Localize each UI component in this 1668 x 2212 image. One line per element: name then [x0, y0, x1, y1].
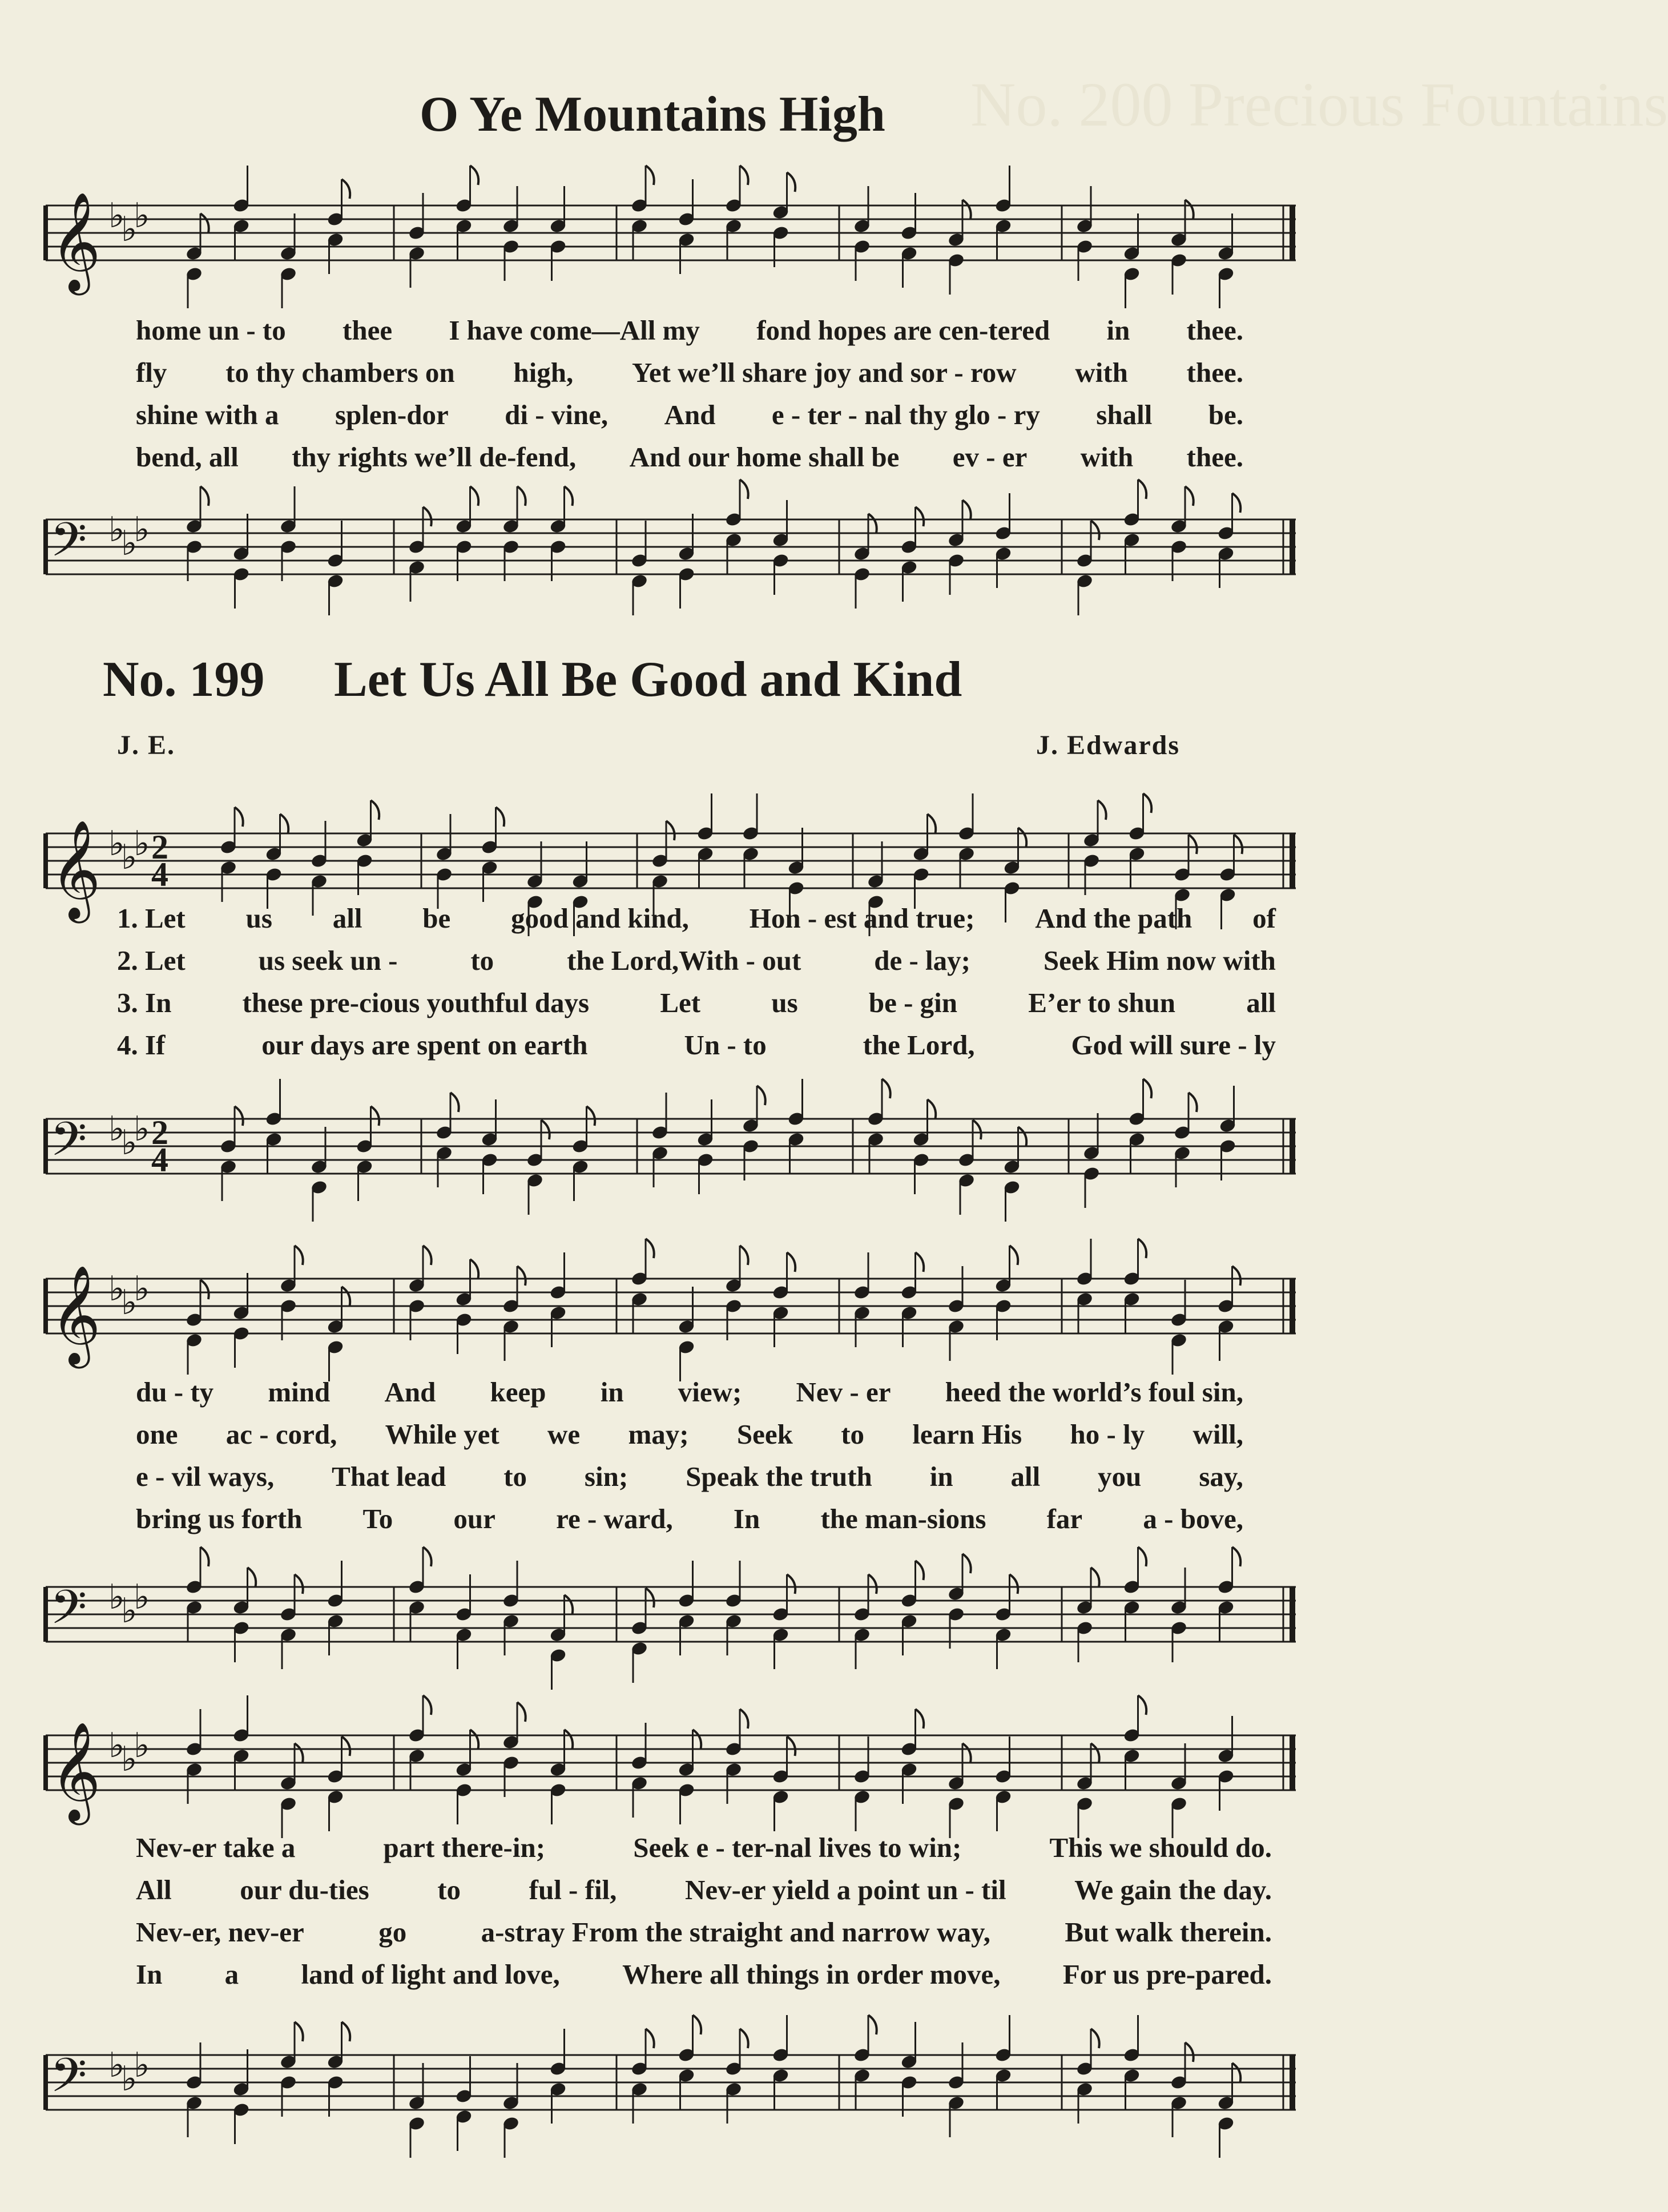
flat-icon: ♭ [134, 1577, 150, 1617]
note-flag [1188, 835, 1197, 854]
lyric-syllable: And [664, 399, 716, 430]
note-flag [1188, 1093, 1197, 1112]
lyric-syllable: go [378, 1916, 407, 1948]
lyric-syllable: heed the world’s foul sin, [945, 1376, 1243, 1408]
lyric-syllable: fond hopes are cen-tered [756, 315, 1050, 346]
note-flag [1185, 200, 1194, 219]
lyric-syllable: E’er to shun [1028, 987, 1176, 1018]
flat-icon: ♭ [121, 837, 138, 877]
note-flag [587, 1106, 595, 1126]
note-flag [1234, 835, 1243, 854]
note-flag [295, 2022, 303, 2041]
note-flag [868, 514, 877, 533]
lyric-syllable: keep [490, 1376, 546, 1408]
note-flag [342, 1287, 350, 1306]
lyric-syllable: land of light and love, [301, 1959, 560, 1990]
note-flag [962, 200, 971, 219]
lyric-syllable: Let [660, 987, 701, 1018]
hymn-number: No. 199 [103, 652, 265, 707]
lyric-syllable: This we should do. [1049, 1832, 1272, 1863]
note-flag [295, 1574, 303, 1594]
lyric-line [136, 398, 1243, 431]
lyric-line [136, 1502, 1243, 1535]
flat-icon: ♭ [108, 1577, 125, 1617]
note-flag [371, 1106, 380, 1126]
lyric-syllable: In [136, 1959, 163, 1990]
lyric-syllable: Yet we’ll share joy and sor - row [631, 357, 1017, 388]
note-flag [517, 486, 526, 506]
note-flag [342, 2022, 350, 2041]
note-flag [1232, 1547, 1241, 1566]
lyric-syllable: be. [1208, 399, 1243, 430]
flat-icon: ♭ [108, 1269, 125, 1309]
note-flag [517, 1266, 526, 1286]
note-flag [423, 507, 432, 526]
lyric-syllable: Hon - est and true; [749, 902, 975, 934]
flat-icon: ♭ [121, 2059, 138, 2099]
lyric-syllable: And [384, 1376, 436, 1408]
lyric-syllable: us [245, 902, 272, 934]
lyric-syllable: be - gin [868, 987, 958, 1018]
lyric-syllable: fly [136, 357, 167, 388]
system1-bass-staff [34, 1085, 1313, 1233]
time-signature-top: 2 [151, 828, 168, 866]
lyric-syllable: to [470, 945, 494, 976]
lyric-syllable: say, [1199, 1461, 1243, 1492]
system2-treble-staff [34, 1244, 1313, 1393]
hymn-title: Let Us All Be Good and Kind [334, 652, 962, 707]
flat-icon: ♭ [134, 510, 150, 550]
note-flag [787, 1574, 796, 1594]
note-flag [280, 814, 289, 833]
treble-clef-icon: 𝄞 [50, 192, 101, 291]
lyric-syllable: to [503, 1461, 527, 1492]
lyric-syllable: 3. In [117, 987, 172, 1018]
lyric-syllable: you [1098, 1461, 1142, 1492]
lyric-line [136, 1460, 1243, 1493]
note-flag [928, 814, 936, 833]
note-flag [916, 1709, 924, 1728]
lyric-syllable: ev - er [952, 441, 1028, 473]
note-flag [740, 1709, 748, 1728]
note-flag [470, 1730, 479, 1749]
top-hymn-title: O Ye Mountains High [420, 87, 885, 142]
lyric-syllable: thee. [1186, 441, 1243, 473]
note-flag [1018, 828, 1027, 847]
lyric-syllable: in [600, 1376, 624, 1408]
lyric-syllable: us [771, 987, 798, 1018]
lyric-syllable: shall [1096, 399, 1153, 430]
note-flag [693, 2015, 702, 2034]
lyric-syllable: Nev-er yield a point un - til [685, 1874, 1006, 1905]
lyric-syllable: in [929, 1461, 953, 1492]
note-flag [470, 166, 479, 185]
flat-icon: ♭ [134, 196, 150, 236]
note-flag [962, 500, 971, 519]
lyric-syllable: 1. Let [117, 902, 186, 934]
lyric-syllable: We gain the day. [1074, 1874, 1272, 1905]
lyric-syllable: view; [678, 1376, 742, 1408]
bleed-through-text: No. 200 Precious Fountains [970, 70, 1668, 139]
composer: J. Edwards [1036, 730, 1181, 760]
lyric-syllable: But walk therein. [1065, 1916, 1272, 1948]
note-flag [916, 1252, 924, 1272]
lyric-syllable: Seek Him now with [1043, 945, 1276, 976]
note-flag [1091, 1743, 1099, 1763]
lyric-syllable: all [332, 902, 362, 934]
system3-bass-staff [34, 2021, 1313, 2169]
lyric-syllable: splen-dor [335, 399, 449, 430]
lyric-line [136, 1831, 1272, 1864]
note-flag [646, 1588, 654, 1607]
note-flag [916, 1561, 924, 1580]
lyric-syllable: Nev-er take a [136, 1832, 296, 1863]
flat-icon: ♭ [121, 1739, 138, 1779]
note-flag [450, 1093, 459, 1112]
note-flag [646, 2029, 654, 2048]
note-flag [1232, 1266, 1241, 1286]
lyric-syllable: In [733, 1503, 760, 1534]
note-flag [371, 800, 380, 820]
lyric-syllable: with [1080, 441, 1134, 473]
bass-clef-icon: 𝄢 [50, 2048, 87, 2114]
lyric-line [136, 1418, 1243, 1451]
flat-icon: ♭ [134, 1109, 150, 1149]
note-flag [646, 1239, 654, 1258]
note-flag [470, 1259, 479, 1279]
flat-icon: ♭ [108, 510, 125, 550]
lyric-line [117, 986, 1276, 1019]
lyric-syllable: 2. Let [117, 945, 186, 976]
lyric-syllable: ac - cord, [225, 1419, 337, 1450]
lyric-syllable: Where all things in order move, [622, 1959, 1001, 1990]
time-signature-bottom: 4 [151, 1141, 168, 1179]
lyric-syllable: re - ward, [556, 1503, 673, 1534]
lyric-syllable: Un - to [684, 1029, 767, 1061]
lyric-syllable: thee [343, 315, 393, 346]
note-flag [740, 166, 748, 185]
lyric-syllable: us seek un - [258, 945, 398, 976]
top-bass-staff [34, 485, 1313, 634]
note-flag [342, 179, 350, 199]
lyric-syllable: these pre-cious youthful days [242, 987, 590, 1018]
note-flag [962, 1743, 971, 1763]
lyric-syllable: sin; [584, 1461, 628, 1492]
note-flag [517, 1702, 526, 1722]
note-flag [1091, 2029, 1099, 2048]
lyric-line [136, 441, 1243, 473]
lyric-syllable: thee. [1186, 357, 1243, 388]
lyric-syllable: our days are spent on earth [261, 1029, 588, 1061]
flat-icon: ♭ [121, 1123, 138, 1163]
lyric-syllable: ho - ly [1070, 1419, 1145, 1450]
lyric-syllable: to [841, 1419, 865, 1450]
bass-clef-icon: 𝄢 [50, 1111, 87, 1178]
lyric-syllable: bend, all [136, 441, 239, 473]
top-treble-staff [34, 171, 1313, 320]
note-flag [916, 507, 924, 526]
time-signature-bottom: 4 [151, 856, 168, 893]
flat-icon: ♭ [134, 2045, 150, 2085]
note-flag [1143, 793, 1152, 813]
system2-bass-staff [34, 1553, 1313, 1701]
note-flag [1138, 480, 1147, 499]
note-flag [200, 213, 209, 233]
lyric-syllable: we [547, 1419, 581, 1450]
lyric-line [117, 944, 1276, 977]
lyric-syllable: du - ty [136, 1376, 214, 1408]
lyric-syllable: good and kind, [511, 902, 689, 934]
note-flag [1091, 521, 1099, 540]
lyric-syllable: be [422, 902, 451, 934]
note-flag [1232, 2063, 1241, 2082]
note-flag [787, 1736, 796, 1756]
flat-icon: ♭ [108, 1726, 125, 1766]
note-flag [295, 1743, 303, 1763]
lyric-line [136, 1958, 1272, 1991]
lyric-line [117, 902, 1276, 934]
note-flag [740, 480, 748, 499]
note-flag [693, 1730, 702, 1749]
lyric-syllable: a [224, 1959, 239, 1990]
note-flag [496, 807, 505, 827]
lyric-syllable: And the path [1035, 902, 1192, 934]
note-flag [1138, 1239, 1147, 1258]
lyric-syllable: For us pre-pared. [1062, 1959, 1272, 1990]
flat-icon: ♭ [121, 209, 138, 249]
bass-clef-icon: 𝄢 [50, 1580, 87, 1646]
lyric-line [136, 1916, 1272, 1948]
lyric-line [136, 356, 1243, 389]
note-flag [200, 1547, 209, 1566]
lyric-syllable: bring us forth [136, 1503, 303, 1534]
note-flag [928, 1099, 936, 1119]
lyric-syllable: All [136, 1874, 172, 1905]
lyric-syllable: of [1252, 902, 1276, 934]
note-flag [235, 1106, 243, 1126]
lyric-syllable: high, [513, 357, 574, 388]
lyric-syllable: one [136, 1419, 178, 1450]
note-flag [740, 2029, 748, 2048]
lyric-line [136, 314, 1243, 346]
lyric-syllable: to [437, 1874, 461, 1905]
lyric-syllable: And our home shall be [629, 441, 900, 473]
lyric-syllable: the Lord, [863, 1029, 975, 1061]
system3-treble-staff [34, 1701, 1313, 1850]
time-signature-top: 2 [151, 1114, 168, 1151]
lyricist: J. E. [117, 730, 176, 760]
lyric-syllable: I have come—All my [449, 315, 700, 346]
lyric-syllable: the man-sions [820, 1503, 986, 1534]
note-flag [646, 166, 654, 185]
note-flag [666, 821, 675, 840]
note-flag [1143, 1079, 1152, 1098]
note-flag [295, 1246, 303, 1265]
flat-icon: ♭ [108, 1109, 125, 1149]
note-flag [342, 1736, 350, 1756]
note-flag [200, 1280, 209, 1299]
lyric-syllable: part there-in; [383, 1832, 546, 1863]
lyric-syllable: thy rights we’ll de-fend, [292, 441, 577, 473]
note-flag [787, 1252, 796, 1272]
note-flag [882, 1079, 891, 1098]
note-flag [565, 1730, 573, 1749]
lyric-syllable: shine with a [136, 399, 279, 430]
flat-icon: ♭ [108, 196, 125, 236]
lyric-syllable: Nev-er, nev-er [136, 1916, 304, 1948]
note-flag [740, 1246, 748, 1265]
lyric-syllable: While yet [385, 1419, 499, 1450]
flat-icon: ♭ [134, 1269, 150, 1309]
lyric-syllable: That lead [332, 1461, 446, 1492]
treble-clef-icon: 𝄞 [50, 820, 101, 919]
flat-icon: ♭ [108, 824, 125, 864]
flat-icon: ♭ [108, 2045, 125, 2085]
note-flag [1232, 493, 1241, 513]
lyric-syllable: our du-ties [240, 1874, 369, 1905]
lyric-syllable: in [1106, 315, 1130, 346]
lyric-line [136, 1873, 1272, 1906]
lyric-syllable: with [1075, 357, 1128, 388]
flat-icon: ♭ [134, 1726, 150, 1766]
note-flag [1018, 1127, 1027, 1146]
flat-icon: ♭ [121, 1591, 138, 1631]
note-flag [565, 486, 573, 506]
lyric-syllable: To [362, 1503, 393, 1534]
lyric-syllable: our [453, 1503, 495, 1534]
note-flag [1091, 1568, 1099, 1587]
lyric-line [136, 1376, 1243, 1408]
lyric-syllable: home un - to [136, 315, 286, 346]
note-flag [962, 1554, 971, 1573]
flat-icon: ♭ [121, 523, 138, 563]
note-flag [1010, 1574, 1018, 1594]
flat-icon: ♭ [121, 1283, 138, 1323]
note-flag [868, 2015, 877, 2034]
lyric-syllable: Seek e - ter-nal lives to win; [633, 1832, 962, 1863]
lyric-syllable: 4. If [117, 1029, 166, 1061]
lyric-syllable: a - bove, [1143, 1503, 1243, 1534]
lyric-syllable: all [1246, 987, 1276, 1018]
lyric-syllable: will, [1192, 1419, 1243, 1450]
note-flag [470, 486, 479, 506]
note-flag [1010, 1246, 1018, 1265]
note-flag [757, 1086, 765, 1105]
lyric-syllable: God will sure - ly [1071, 1029, 1276, 1061]
treble-clef-icon: 𝄞 [50, 1722, 101, 1821]
note-flag [423, 1246, 432, 1265]
lyric-syllable: Nev - er [796, 1376, 891, 1408]
treble-clef-icon: 𝄞 [50, 1265, 101, 1364]
lyric-syllable: e - vil ways, [136, 1461, 275, 1492]
note-flag [1138, 1547, 1147, 1566]
note-flag [235, 807, 243, 827]
lyric-syllable: learn His [912, 1419, 1022, 1450]
lyric-syllable: di - vine, [505, 399, 609, 430]
note-flag [248, 1568, 256, 1587]
lyric-line [117, 1029, 1276, 1061]
lyric-syllable: Speak the truth [686, 1461, 872, 1492]
note-flag [200, 486, 209, 506]
lyric-syllable: thee. [1186, 315, 1243, 346]
lyric-syllable: the Lord,With - out [567, 945, 801, 976]
lyric-syllable: de - lay; [874, 945, 970, 976]
lyric-syllable: ful - fil, [529, 1874, 617, 1905]
lyric-syllable: all [1010, 1461, 1041, 1492]
note-flag [973, 1120, 981, 1139]
lyric-syllable: e - ter - nal thy glo - ry [771, 399, 1040, 430]
bass-clef-icon: 𝄢 [50, 512, 87, 579]
note-flag [787, 172, 796, 192]
lyric-syllable: may; [628, 1419, 689, 1450]
note-flag [868, 1574, 877, 1594]
note-flag [541, 1120, 550, 1139]
lyric-syllable: Seek [736, 1419, 793, 1450]
lyric-syllable: to thy chambers on [225, 357, 455, 388]
note-flag [1098, 800, 1106, 820]
lyric-syllable: mind [268, 1376, 331, 1408]
lyric-syllable: far [1046, 1503, 1083, 1534]
note-flag [1185, 486, 1194, 506]
lyric-syllable: a-stray From the straight and narrow way, [481, 1916, 990, 1948]
flat-icon: ♭ [134, 824, 150, 864]
note-flag [423, 1547, 432, 1566]
note-flag [565, 1595, 573, 1614]
note-flag [1185, 2042, 1194, 2062]
